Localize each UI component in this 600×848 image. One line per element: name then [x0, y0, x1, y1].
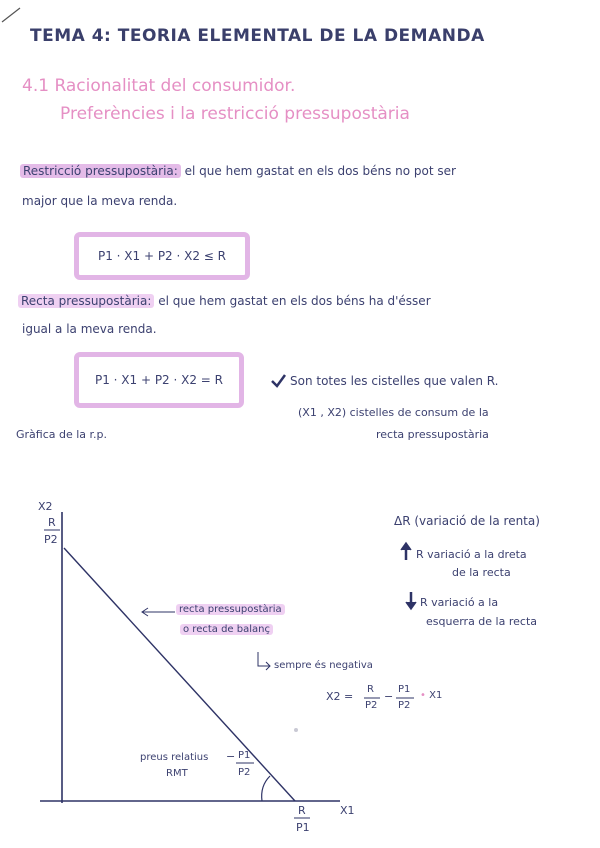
grafica-label: Gràfica de la r.p. — [16, 428, 108, 441]
renta-up-line-2: de la recta — [452, 566, 511, 579]
section-heading-line-1: 4.1 Racionalitat del consumidor. — [22, 76, 296, 96]
recta-term: Recta pressupostària: — [18, 294, 154, 308]
renta-down-line-1: R variació a la — [420, 596, 499, 609]
equation-minus: − — [384, 690, 394, 703]
recta-note-1: Son totes les cistelles que valen R. — [290, 374, 499, 388]
restriccio-term: Restricció pressupostària: — [20, 164, 181, 178]
budget-line-label-1: recta pressupostària — [176, 604, 285, 615]
recta-paragraph-line-1 — [18, 294, 431, 308]
renta-down-line-2: esquerra de la recta — [426, 615, 537, 628]
equation-b-num: P1 — [398, 684, 411, 695]
recta-note-2b: recta pressupostària — [376, 428, 489, 441]
slope-sign: − — [226, 750, 236, 763]
x-axis-label: X1 — [340, 804, 355, 817]
corner-pen-stroke — [2, 8, 20, 22]
recta-formula-box — [74, 352, 244, 408]
y-intercept-numerator: R — [48, 516, 56, 529]
slope-num: P1 — [238, 750, 251, 761]
budget-line — [64, 548, 295, 801]
recta-formula: P1 · X1 + P2 · X2 = R — [94, 373, 224, 387]
equation-a-den: P2 — [365, 700, 378, 711]
x-intercept-numerator: R — [298, 804, 306, 817]
renta-up-line-1: R variació a la dreta — [416, 548, 527, 561]
page-title: TEMA 4: TEORIA ELEMENTAL DE LA DEMANDA — [30, 26, 485, 46]
equation-lhs: X2 = — [326, 690, 354, 703]
negative-note: sempre és negativa — [274, 660, 373, 671]
x-intercept-denominator: P1 — [296, 821, 310, 834]
check-mark-icon — [272, 375, 285, 386]
prices-label-1: preus relatius — [140, 752, 209, 763]
renta-title: ΔR (variació de la renta) — [394, 514, 540, 528]
restriccio-paragraph-line-1 — [20, 164, 456, 178]
restriccio-paragraph-line-2: major que la meva renda. — [22, 194, 178, 208]
budget-line-label-2: o recta de balanç — [180, 624, 273, 635]
y-intercept-denominator: P2 — [44, 533, 58, 546]
prices-label-2: RMT — [166, 768, 188, 779]
recta-text-1: el que hem gastat en els dos béns ha d'ésser — [158, 294, 431, 308]
restriccio-formula: P1 · X1 + P2 · X2 ≤ R — [97, 249, 227, 263]
recta-note-2a: (X1 , X2) cistelles de consum de la — [298, 406, 489, 419]
y-axis-label: X2 — [38, 500, 53, 513]
restriccio-formula-box — [74, 232, 250, 280]
slope-den: P2 — [238, 767, 251, 778]
slope-angle-arc — [262, 776, 270, 801]
equation-tail: • X1 — [420, 690, 443, 701]
section-heading-line-2: Preferències i la restricció pressupostària — [60, 104, 410, 124]
equation-b-den: P2 — [398, 700, 411, 711]
equation-a-num: R — [367, 684, 374, 695]
restriccio-text-1: el que hem gastat en els dos béns no pot ser — [184, 164, 456, 178]
recta-paragraph-line-2: igual a la meva renda. — [22, 322, 157, 336]
